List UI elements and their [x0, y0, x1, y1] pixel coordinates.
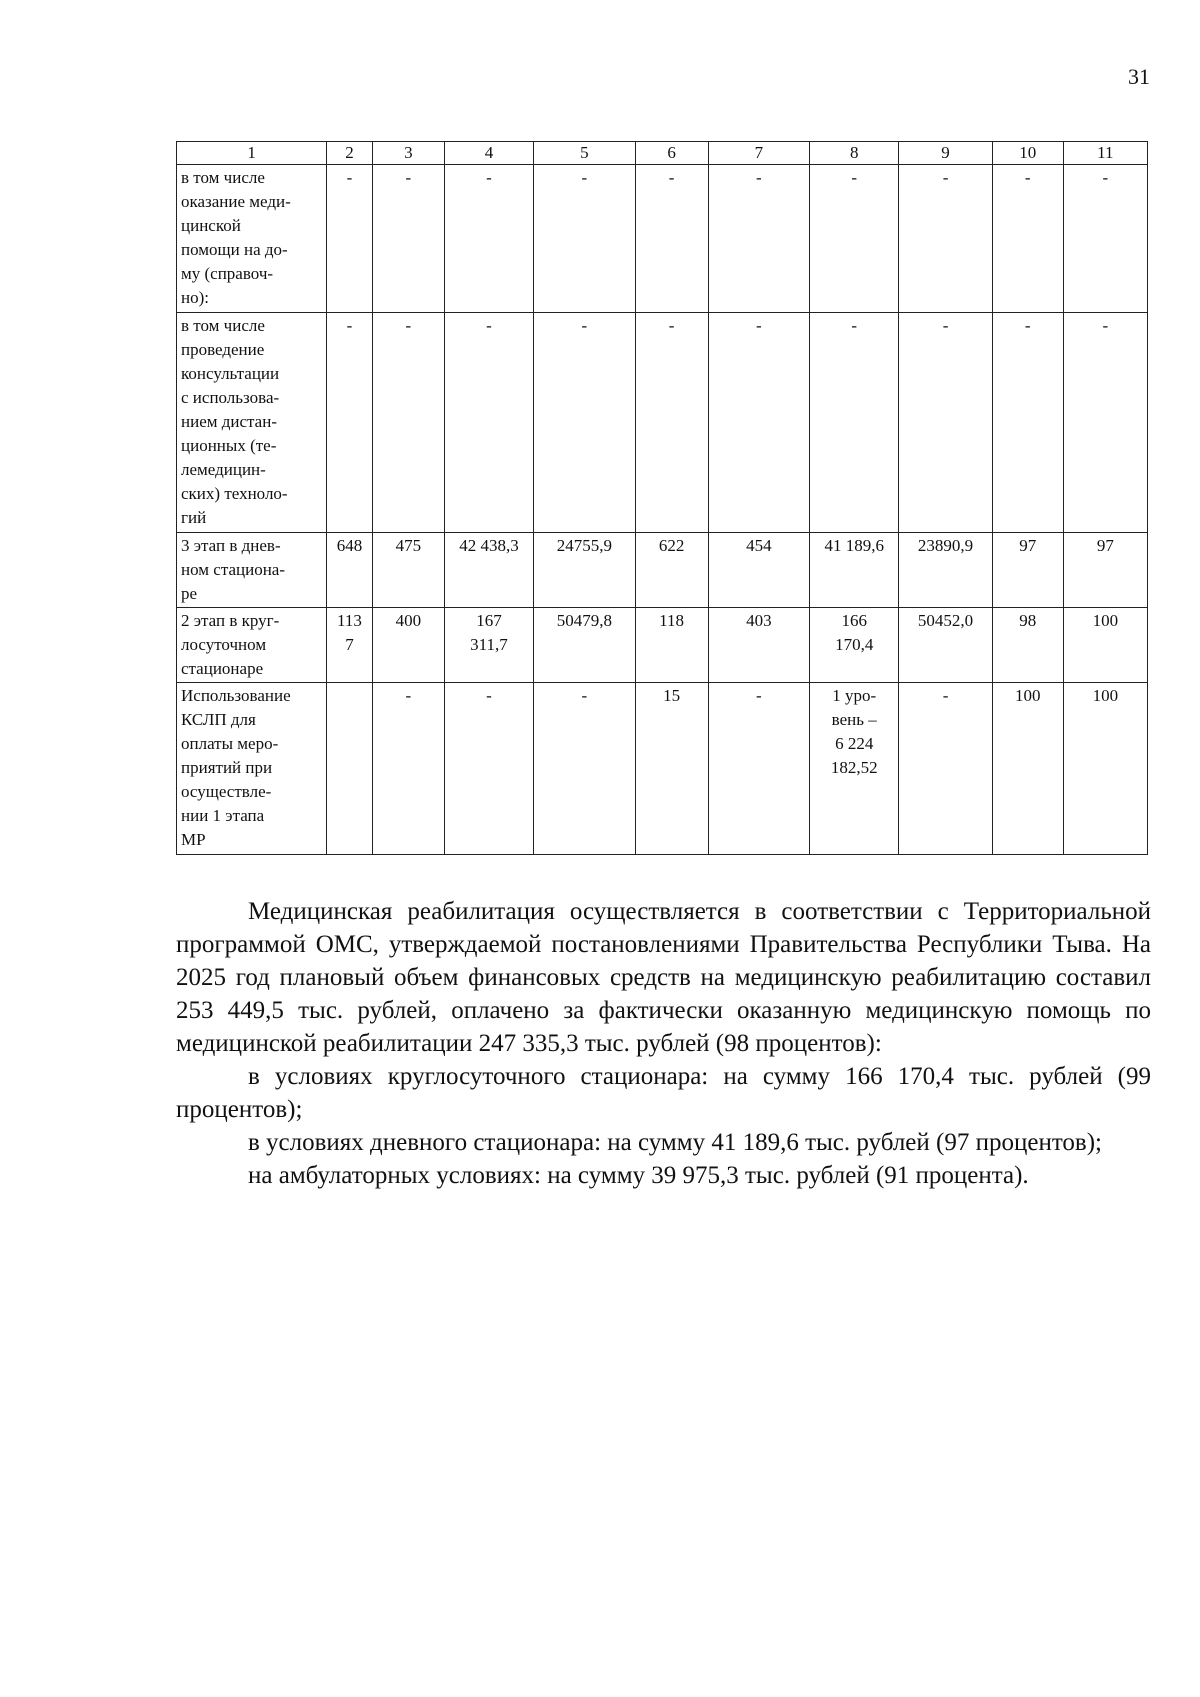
table-cell: 166 170,4	[810, 608, 899, 683]
header-cell: 5	[534, 142, 635, 165]
table-cell: 100	[992, 683, 1063, 855]
table-cell: -	[372, 683, 444, 855]
table-cell: 100	[1063, 683, 1147, 855]
table-cell: 100	[1063, 608, 1147, 683]
table-cell: -	[372, 313, 444, 533]
table-row	[177, 165, 1148, 313]
table-cell: -	[708, 683, 809, 855]
rehabilitation-table	[176, 141, 1148, 855]
row-label: 3 этап в днев- ном стациона- ре	[177, 533, 327, 608]
paragraph-intro: Медицинская реабилитация осуществляется в соответствии с Территориальной программой ОМС, утверждаемой постановлениями Правительства Республики Тыва. На 2025 год плановый объем финансовых средств на медицинскую реабилитацию составил 253 449,5 тыс. рублей, оплачено за фактически оказанную медицинскую помощь по медицинской реабилитации 247 335,3 тыс. рублей (98 процентов):	[176, 898, 1151, 1057]
row-label: 2 этап в круг- лосуточном стационаре	[177, 608, 327, 683]
page-number: 31	[1128, 64, 1150, 89]
table-cell: 167 311,7	[444, 608, 533, 683]
table-cell: -	[327, 313, 373, 533]
header-cell: 3	[372, 142, 444, 165]
table-row	[177, 533, 1148, 608]
table-cell: 454	[708, 533, 809, 608]
table-cell: -	[444, 313, 533, 533]
header-cell: 8	[810, 142, 899, 165]
table-cell: 622	[635, 533, 708, 608]
table-cell: 98	[992, 608, 1063, 683]
row-label: Использование КСЛП для оплаты меро- приятий при осуществле- нии 1 этапа МР	[177, 683, 327, 855]
paragraph-round-the-clock: в условиях круглосуточного стационара: на сумму 166 170,4 тыс. рублей (99 процентов);	[176, 1063, 1151, 1123]
table-cell: -	[899, 683, 992, 855]
table-header-row	[177, 142, 1148, 165]
table-cell: 97	[1063, 533, 1147, 608]
table-cell: -	[327, 165, 373, 313]
header-cell: 6	[635, 142, 708, 165]
table-cell: -	[899, 165, 992, 313]
table-row	[177, 683, 1148, 855]
table-cell: 113 7	[327, 608, 373, 683]
table-cell: -	[992, 165, 1063, 313]
table-cell: -	[708, 165, 809, 313]
header-cell: 11	[1063, 142, 1147, 165]
table-cell: -	[635, 313, 708, 533]
header-cell: 1	[177, 142, 327, 165]
row-label: в том числе оказание меди- цинской помощи на до- му (справоч- но):	[177, 165, 327, 313]
table-cell: -	[534, 165, 635, 313]
body-text	[176, 895, 1151, 1192]
table-cell: -	[899, 313, 992, 533]
table-cell: 403	[708, 608, 809, 683]
header-cell: 9	[899, 142, 992, 165]
table-cell: 648	[327, 533, 373, 608]
table-cell: 50479,8	[534, 608, 635, 683]
table-row	[177, 313, 1148, 533]
table-cell: 97	[992, 533, 1063, 608]
table-cell: -	[635, 165, 708, 313]
table-cell	[327, 683, 373, 855]
table-cell: -	[444, 683, 533, 855]
header-cell: 2	[327, 142, 373, 165]
header-cell: 4	[444, 142, 533, 165]
header-cell: 7	[708, 142, 809, 165]
paragraph-day-hospital: в условиях дневного стационара: на сумму 41 189,6 тыс. рублей (97 процентов);	[248, 1129, 1103, 1156]
table-cell: 41 189,6	[810, 533, 899, 608]
header-cell: 10	[992, 142, 1063, 165]
table-cell: 118	[635, 608, 708, 683]
table-cell: 50452,0	[899, 608, 992, 683]
table-cell: 15	[635, 683, 708, 855]
table-cell: -	[372, 165, 444, 313]
row-label: в том числе проведение консультации с использова- нием дистан- ционных (те- лемедицин- ских) техноло- гий	[177, 313, 327, 533]
table-cell: 23890,9	[899, 533, 992, 608]
table-cell: 24755,9	[534, 533, 635, 608]
table-row	[177, 608, 1148, 683]
table-cell: -	[810, 313, 899, 533]
table-cell: 42 438,3	[444, 533, 533, 608]
table-cell: -	[1063, 165, 1147, 313]
table-cell: -	[992, 313, 1063, 533]
table-cell: -	[1063, 313, 1147, 533]
table-cell: -	[534, 313, 635, 533]
table-cell: -	[444, 165, 533, 313]
paragraph-outpatient: на амбулаторных условиях: на сумму 39 975,3 тыс. рублей (91 процента).	[248, 1162, 1029, 1189]
table-cell: -	[810, 165, 899, 313]
table-cell: -	[534, 683, 635, 855]
table-cell: -	[708, 313, 809, 533]
table-cell: 400	[372, 608, 444, 683]
table-cell: 475	[372, 533, 444, 608]
table-cell: 1 уро- вень – 6 224 182,52	[810, 683, 899, 855]
